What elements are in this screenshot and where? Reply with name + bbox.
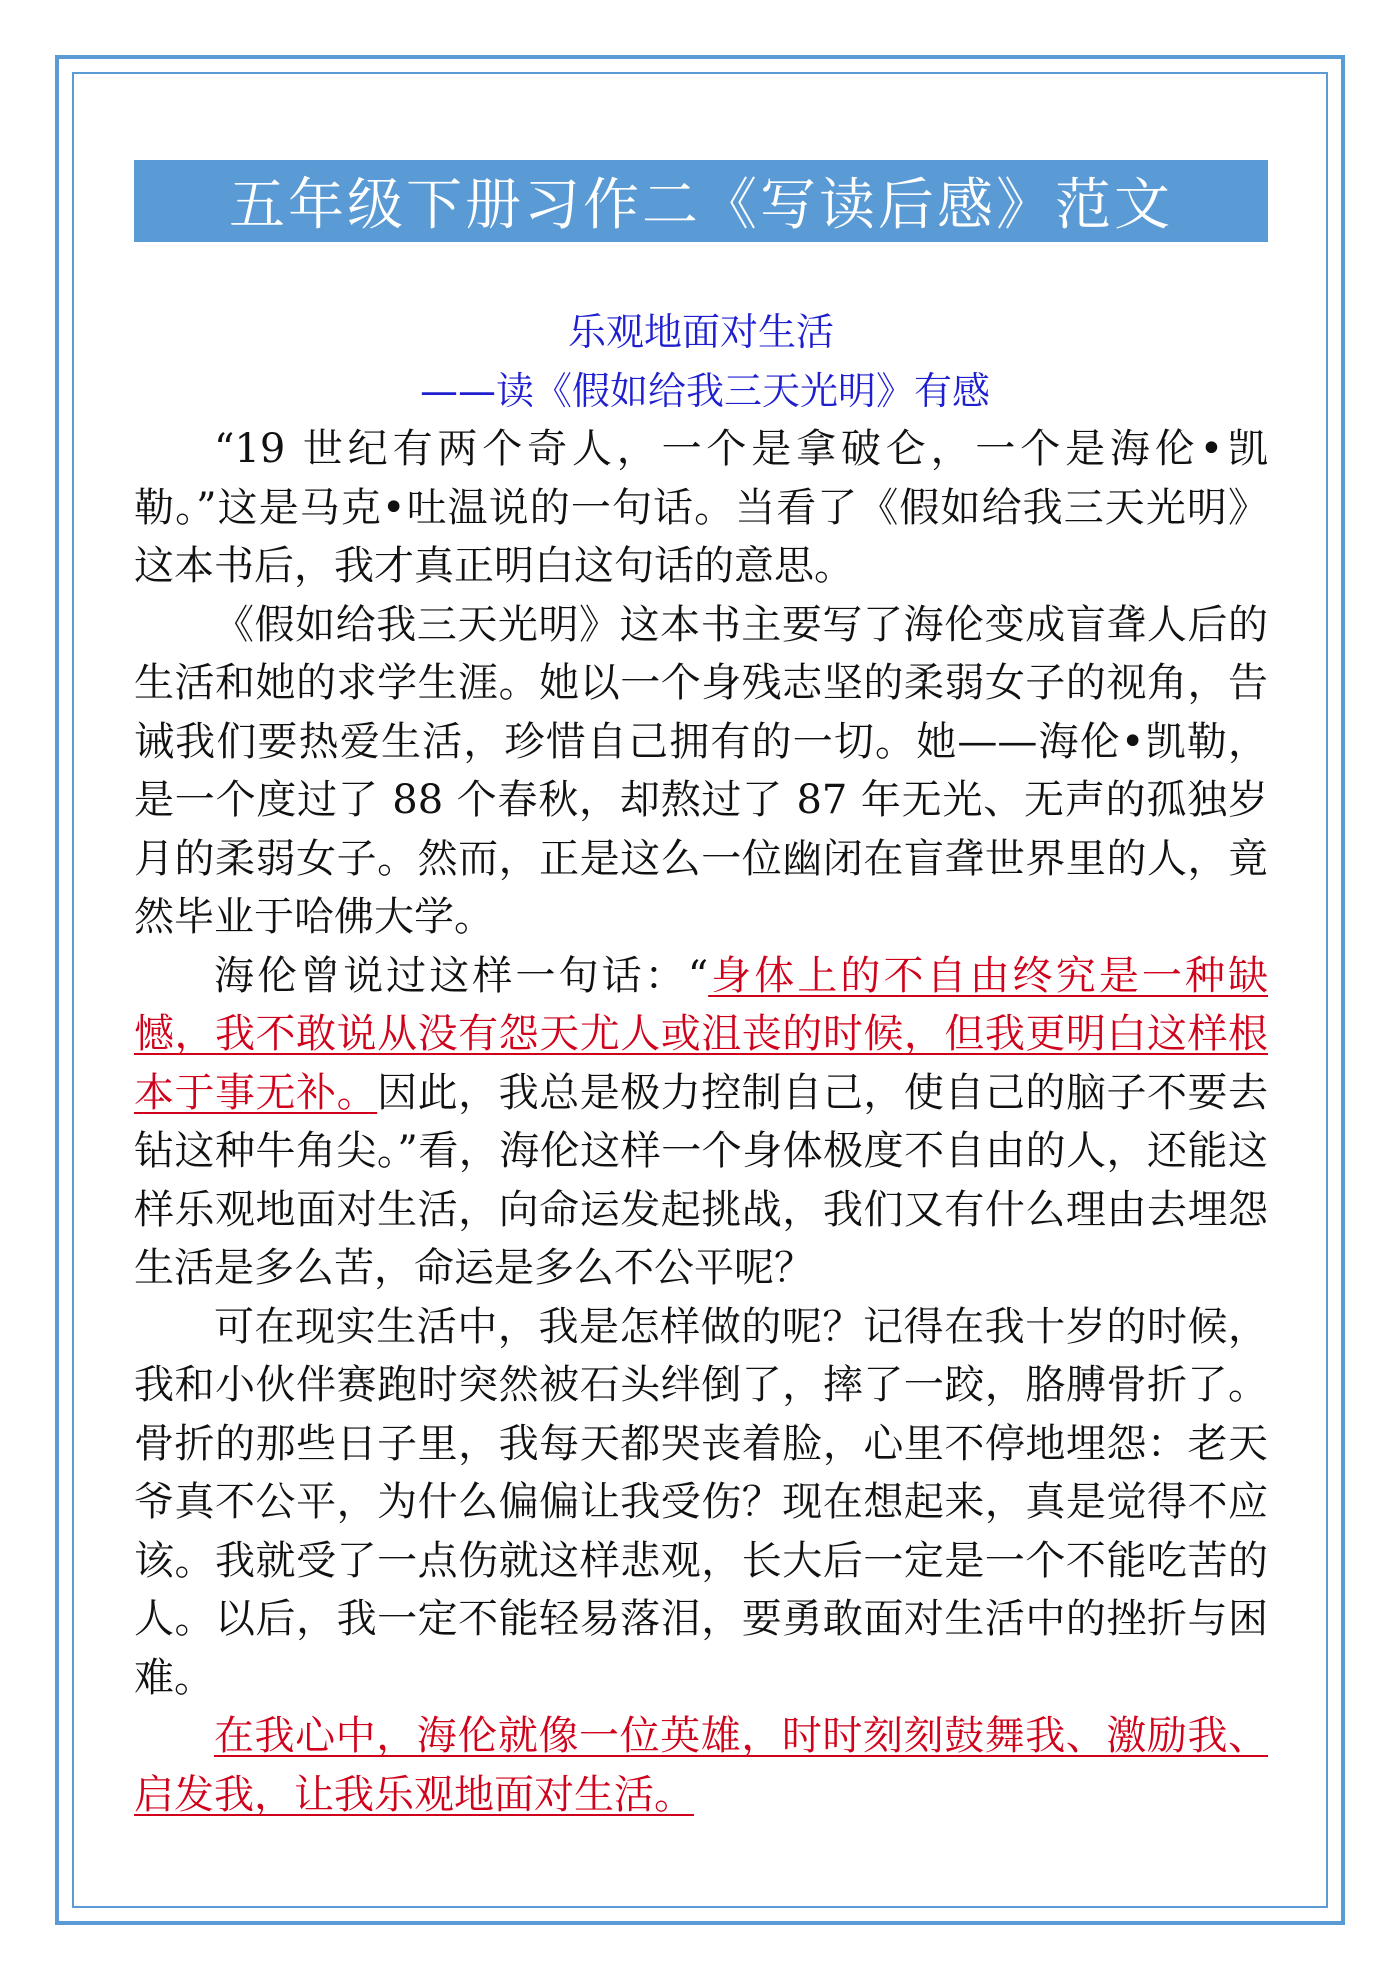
paragraph-1: “19 世纪有两个奇人，一个是拿破仑，一个是海伦•凯勒。”这是马克•吐温说的一句话。当看了《假如给我三天光明》这本书后，我才真正明白这句话的意思。 <box>134 426 1268 589</box>
paragraph-3 <box>134 947 1268 1298</box>
conclusion-highlight: 在我心中，海伦就像一位英雄，时时刻刻鼓舞我、激励我、启发我，让我乐观地面对生活。 <box>134 1713 1268 1818</box>
banner-title: 五年级下册习作二《写读后感》范文 <box>134 160 1268 242</box>
essay-body <box>134 420 1268 1824</box>
paragraph-4: 可在现实生活中，我是怎样做的呢？记得在我十岁的时候，我和小伙伴赛跑时突然被石头绊倒了，摔了一跤，胳膊骨折了。骨折的那些日子里，我每天都哭丧着脸，心里不停地埋怨：老天爷真不公平，为什么偏偏让我受伤？现在想起来，真是觉得不应该。我就受了一点伤就这样悲观，长大后一定是一个不能吃苦的人。以后，我一定不能轻易落泪，要勇敢面对生活中的挫折与困难。 <box>134 1303 1268 1701</box>
quote-highlight: 身体上的不自由终究是一种缺憾，我不敢说从没有怨天尤人或沮丧的时候，但我更明白这样根本于事无补。 <box>134 952 1269 1116</box>
paragraph-5 <box>134 1707 1268 1824</box>
paragraph-2: 《假如给我三天光明》这本书主要写了海伦变成盲聋人后的生活和她的求学生涯。她以一个身残志坚的柔弱女子的视角，告诫我们要热爱生活，珍惜自己拥有的一切。她——海伦•凯勒，是一个度过了 88 个春秋，却熬过了 87 年无光、无声的孤独岁月的柔弱女子。然而，正是这么一位幽闭在盲聋世界里的人，竟然毕业于哈佛大学。 <box>134 601 1268 940</box>
essay-title: 乐观地面对生活 <box>567 310 834 354</box>
paragraph-3-rest: 因此，我总是极力控制自己，使自己的脑子不要去钻这种牛角尖。”看，海伦这样一个身体极度不自由的人，还能这样乐观地面对生活，向命运发起挑战，我们又有什么理由去埋怨生活是多么苦，命运是多么不公平呢？ <box>134 1069 1269 1291</box>
essay-subtitle: ——读《假如给我三天光明》有感 <box>420 369 991 413</box>
paragraph-3-lead: 海伦曾说过这样一句话：“ <box>214 952 709 999</box>
